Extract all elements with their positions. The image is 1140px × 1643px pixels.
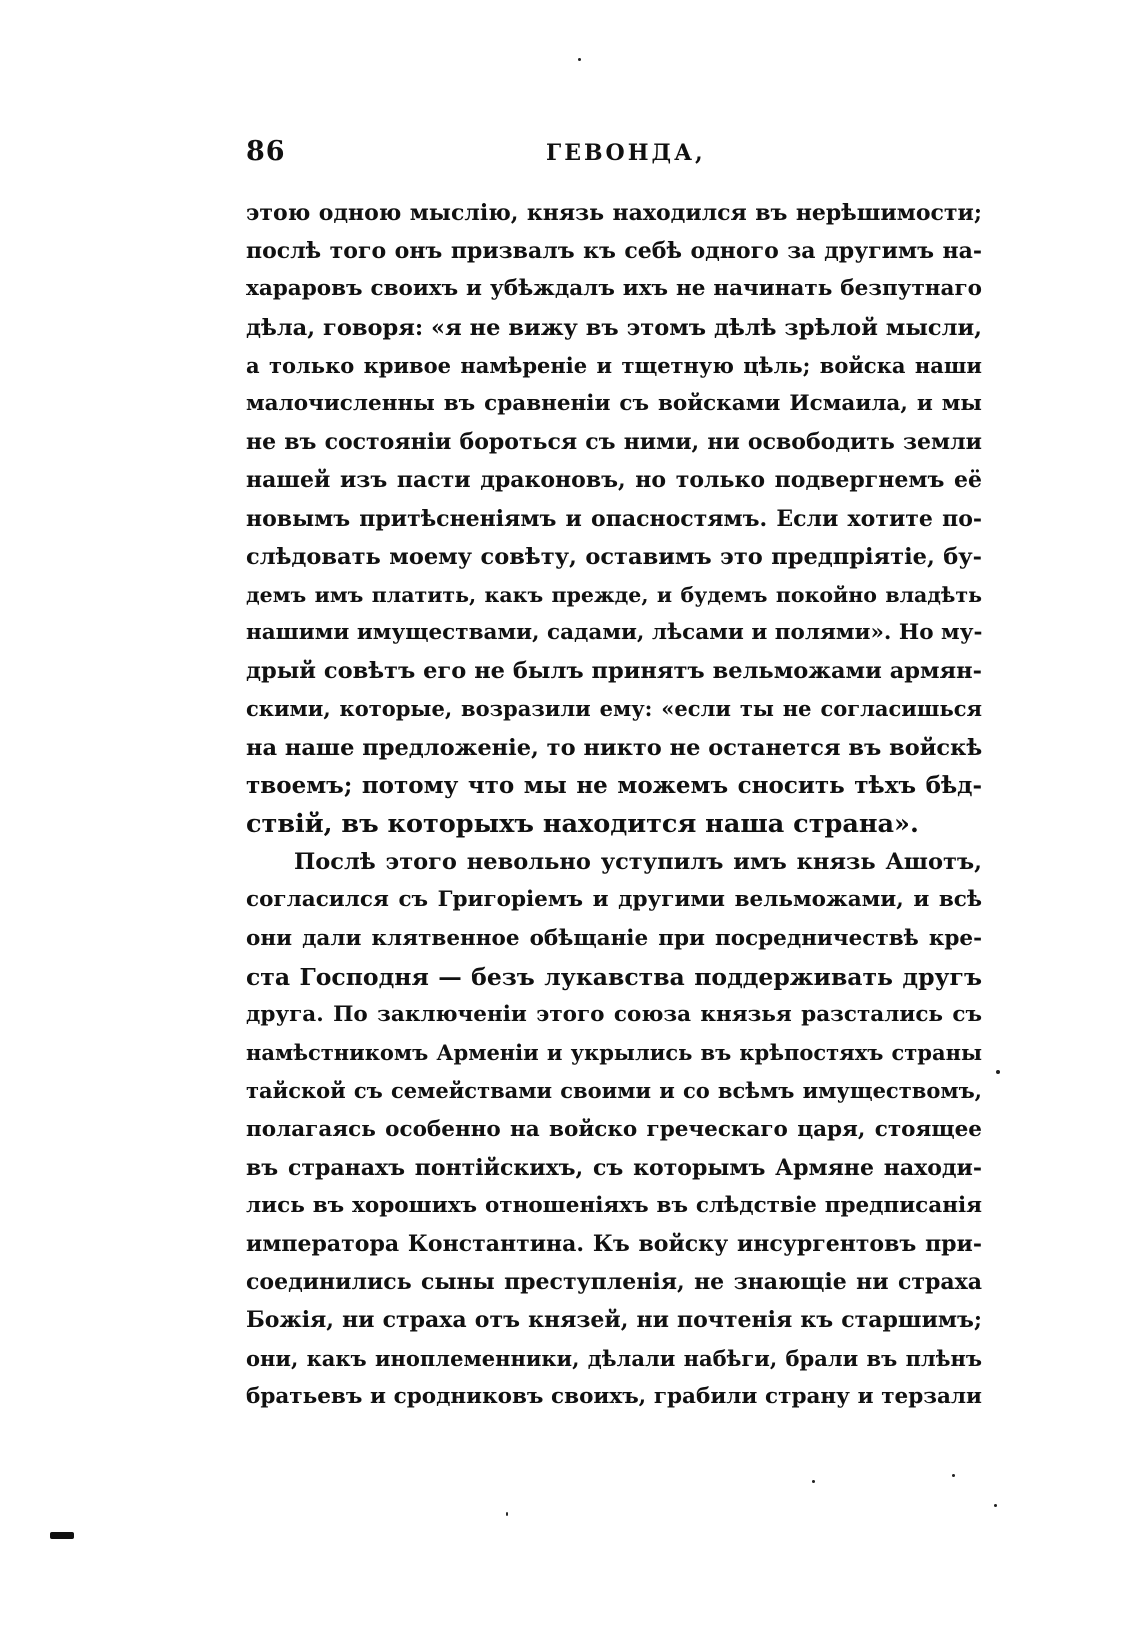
scan-edge-mark	[50, 1532, 74, 1539]
text-line: братьевъ и сродниковъ своихъ, грабили страну и терзали	[246, 1383, 982, 1409]
text-line: нашей изъ пасти драконовъ, но только подвергнемъ её	[246, 467, 982, 494]
text-line: они, какъ иноплеменники, дѣлали набѣги, брали въ плѣнъ	[246, 1345, 982, 1371]
text-line: хараровъ своихъ и убѣждалъ ихъ не начинать безпутнаго	[246, 276, 982, 302]
text-line: согласился съ Григоріемъ и другими вельможами, и всѣ	[246, 887, 982, 913]
text-line: твоемъ; потому что мы не можемъ сносить тѣхъ бѣд-	[246, 771, 982, 799]
scan-speck	[952, 1474, 955, 1477]
text-line: а только кривое намѣреніе и тщетную цѣль; войска наши	[246, 352, 982, 378]
text-line: они дали клятвенное обѣщаніе при посредничествѣ кре-	[246, 925, 982, 951]
scan-speck	[996, 1070, 1000, 1074]
text-line: друга. По заключеніи этого союза князья разстались съ	[246, 1001, 982, 1027]
text-line: Божія, ни страха отъ князей, ни почтенія къ старшимъ;	[246, 1307, 982, 1334]
text-line: на наше предложеніе, то никто не останется въ войскѣ	[246, 734, 982, 761]
text-line: новымъ притѣсненіямъ и опасностямъ. Если хотите по-	[246, 505, 982, 532]
text-line: малочисленны въ сравненіи съ войсками Исмаила, и мы	[246, 390, 982, 416]
paragraph-1	[246, 194, 982, 843]
text-line: нашими имуществами, садами, лѣсами и полями». Но му-	[246, 620, 982, 646]
text-line: императора Константина. Къ войску инсургентовъ при-	[246, 1231, 982, 1258]
text-line: послѣ того онъ призвалъ къ себѣ одного за другимъ на-	[246, 238, 982, 265]
scan-speck	[506, 1512, 508, 1516]
text-line: лись въ хорошихъ отношеніяхъ въ слѣдствіе предписанія	[246, 1192, 982, 1218]
text-line: дрый совѣтъ его не былъ принятъ вельможами армян-	[246, 658, 982, 685]
page-header	[246, 136, 982, 176]
text-line: въ странахъ понтійскихъ, съ которымъ Армяне находи-	[246, 1154, 982, 1181]
text-line: Послѣ этого невольно уступилъ имъ князь Ашотъ,	[294, 849, 982, 876]
page-number: 86	[246, 136, 286, 167]
scan-speck	[994, 1504, 997, 1507]
text-line: слѣдовать моему совѣту, оставимъ это предпріятіе, бу-	[246, 543, 982, 570]
text-line: намѣстникомъ Арменіи и укрылись въ крѣпостяхъ страны	[246, 1040, 982, 1066]
paragraph-2	[246, 843, 982, 1416]
text-line: ствій, въ которыхъ находится наша страна».	[246, 809, 919, 839]
scan-speck	[578, 58, 581, 61]
text-line: этою одною мыслію, князь находился въ нерѣшимости;	[246, 200, 982, 226]
text-line: тайской съ семействами своими и со всѣмъ имуществомъ,	[246, 1078, 982, 1104]
running-title: ГЕВОНДА,	[546, 140, 706, 166]
text-line: демъ имъ платить, какъ прежде, и будемъ покойно владѣть	[246, 582, 982, 607]
text-line: соединились сыны преступленія, не знающіе ни страха	[246, 1269, 982, 1296]
text-line: полагаясь особенно на войско греческаго царя, стоящее	[246, 1116, 982, 1142]
text-line: ста Господня — безъ лукавства поддерживать другъ	[246, 962, 982, 991]
scan-speck	[812, 1480, 815, 1483]
body-text	[246, 194, 982, 1416]
text-line: дѣла, говоря: «я не вижу въ этомъ дѣлѣ зрѣлой мысли,	[246, 314, 982, 341]
text-line: не въ состояніи бороться съ ними, ни освободить земли	[246, 429, 982, 456]
text-line: скими, которые, возразили ему: «если ты не согласишься	[246, 696, 982, 722]
